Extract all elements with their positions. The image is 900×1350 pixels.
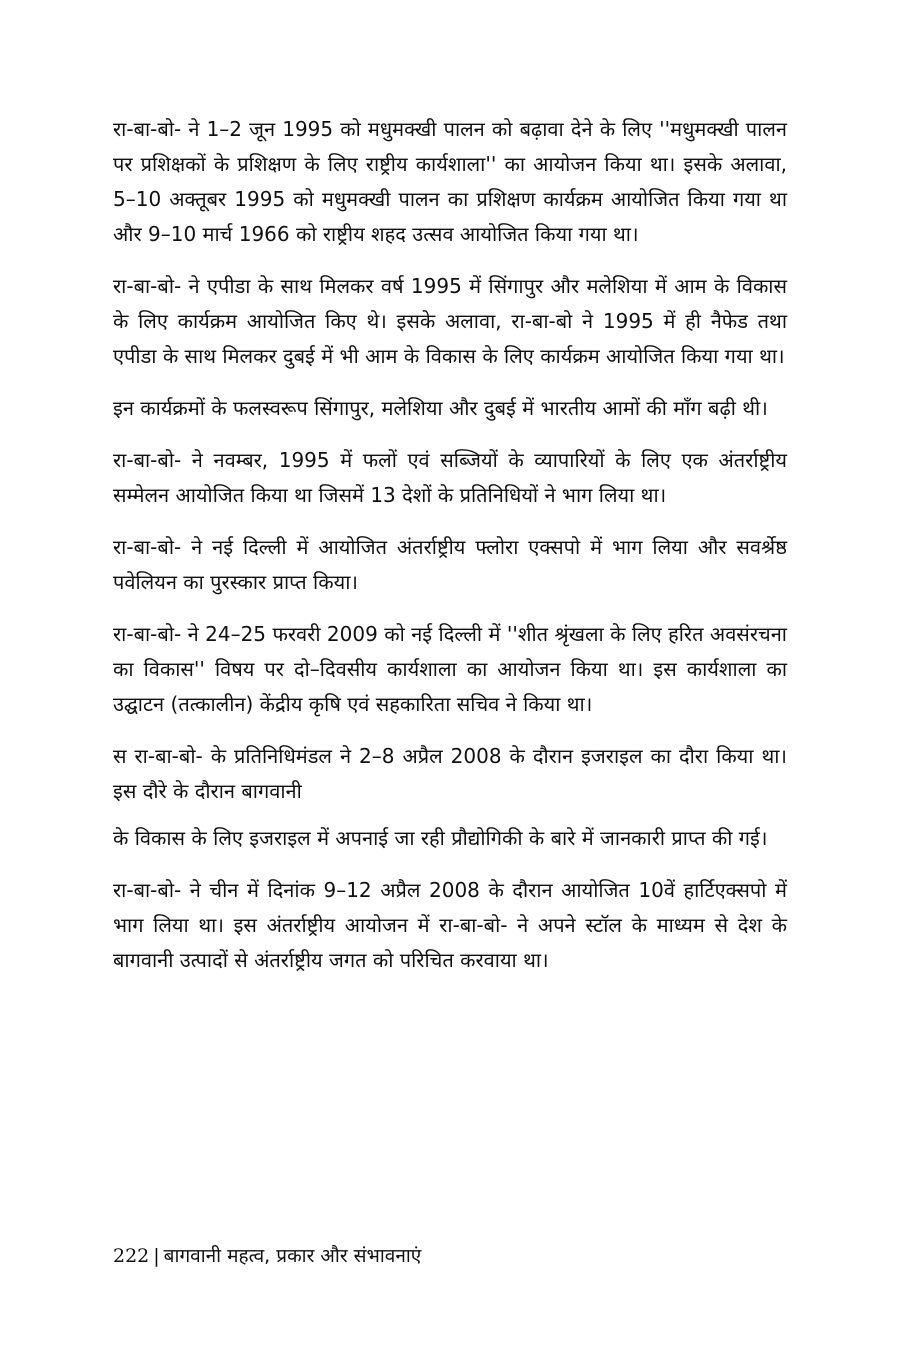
paragraph-beekeeping-workshop: रा-बा-बो- ने 1–2 जून 1995 को मधुमक्खी पालन को बढ़ावा देने के लिए ''मधुमक्खी पालन पर प्रशिक्षकों के प्रशिक्षण के लिए राष्ट्रीय कार्यशाला'' का आयोजन किया था। इसके अलावा, 5–10 अक्तूबर 1995 को मधुमक्खी पालन का प्रशिक्षण कार्यक्रम आयोजित किया गया था और 9–10 मार्च 1966 को राष्ट्रीय शहद उत्सव आयोजित किया गया था। bbox=[113, 117, 787, 246]
paragraph-israel-technology: के विकास के लिए इजराइल में अपनाई जा रही प्रौद्योगिकी के बारे में जानकारी प्राप्त की गई। bbox=[113, 826, 768, 850]
paragraph-mango-programs: रा-बा-बो- ने एपीडा के साथ मिलकर वर्ष 1995 में सिंगापुर और मलेशिया में आम के विकास के लिए कार्यक्रम आयोजित किए थे। इसके अलावा, रा-बा-बो ने 1995 में ही नैफेड तथा एपीडा के साथ मिलकर दुबई में भी आम के विकास के लिए कार्यक्रम आयोजित किया गया था। bbox=[113, 274, 787, 368]
paragraph-cold-chain-workshop: रा-बा-बो- ने 24–25 फरवरी 2009 को नई दिल्ली में ''शीत श्रृंखला के लिए हरित अवसंरचना का विकास'' विषय पर दो–दिवसीय कार्यशाला का आयोजन किया था। इस कार्यशाला का उद्घाटन (तत्कालीन) केंद्रीय कृषि एवं सहकारिता सचिव ने किया था। bbox=[113, 622, 787, 716]
page-footer bbox=[113, 1243, 421, 1269]
page-number: 222 bbox=[113, 1245, 150, 1267]
paragraph-international-conference: रा-बा-बो- ने नवम्बर, 1995 में फलों एवं सब्जियों के व्यापारियों के लिए एक अंतर्राष्ट्रीय सम्मेलन आयोजित किया था जिसमें 13 देशों के प्रतिनिधियों ने भाग लिया था। bbox=[113, 448, 787, 507]
paragraph-israel-visit: स रा-बा-बो- के प्रतिनिधिमंडल ने 2–8 अप्रैल 2008 के दौरान इजराइल का दौरा किया था। इस दौरे के दौरान बागवानी bbox=[113, 744, 787, 803]
footer-separator: | bbox=[153, 1245, 160, 1267]
paragraph-hortiexpo-china: रा-बा-बो- ने चीन में दिनांक 9–12 अप्रैल 2008 के दौरान आयोजित 10वें हार्टिएक्सपो में भाग लिया था। इस अंतर्राष्ट्रीय आयोजन में रा-बा-बो- ने अपने स्टॉल के माध्यम से देश के बागवानी उत्पादों से अंतर्राष्ट्रीय जगत को परिचित करवाया था। bbox=[113, 878, 787, 972]
book-title: बागवानी महत्व, प्रकार और संभावनाएं bbox=[163, 1245, 422, 1267]
page-body bbox=[113, 112, 787, 995]
paragraph-flora-expo: रा-बा-बो- ने नई दिल्ली में आयोजित अंतर्राष्ट्रीय फ्लोरा एक्सपो में भाग लिया और सवर्श्रेष्ठ पवेलियन का पुरस्कार प्राप्त किया। bbox=[113, 535, 787, 594]
paragraph-mango-demand: इन कार्यक्रमों के फलस्वरूप सिंगापुर, मलेशिया और दुबई में भारतीय आमों की माँग बढ़ी थी। bbox=[113, 396, 768, 420]
